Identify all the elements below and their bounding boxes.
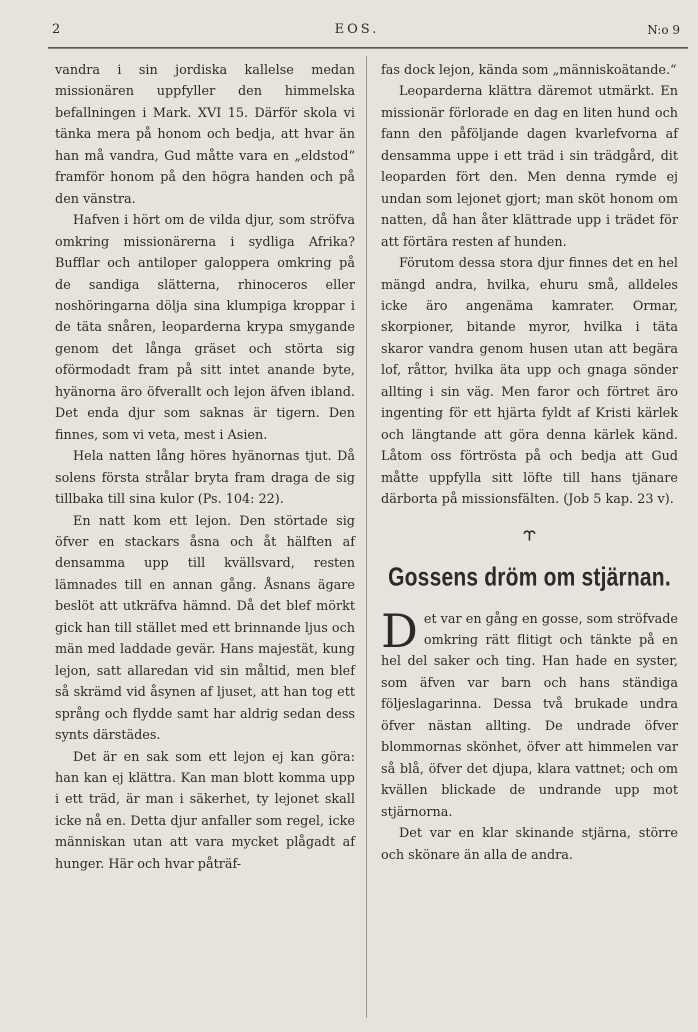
swallow-ornament-icon: ⥾ [521, 522, 538, 547]
page-number: 2 [52, 22, 61, 37]
journal-title: EOS. [334, 22, 380, 37]
story-title: Gossens dröm om stjärnan. [388, 562, 671, 592]
issue-number: N:o 9 [647, 23, 680, 37]
page-header [30, 20, 684, 42]
paragraph: Det är en sak som ett lejon ej kan göra: han kan ej klättra. Kan man blott komma upp i ett träd, är man i säkerhet, ty lejonet skall icke nå en. Detta djur anfaller som regel, icke människan utan att vara mycket plågadt af hunger. Här och hvar påträf- [55, 749, 355, 872]
paragraph: Förutom dessa stora djur finnes det en hel mängd andra, hvilka, ehuru små, alldeles icke äro angenäma kamrater. Ormar, skorpioner, bitande myror, hvilka i täta skaror vandra genom husen utan att begära lof, råttor, hvilka äta upp och gnaga sönder allting i sin väg. Men faror och förtret äro ingenting för ett hjärta fyldt af Kristi kärlek och längtande att göra denna kärlek känd. Låtom oss förtrösta på och bedja att Gud måtte uppfylla sitt löfte till hans tjänare därborta på missionsfälten. (Job 5 kap. 23 v). [381, 256, 678, 508]
column-divider [366, 56, 367, 1018]
right-column [381, 60, 678, 866]
drop-cap: D [381, 603, 418, 658]
header-rule [48, 47, 688, 49]
paragraph: fas dock lejon, kända som „människoätande.“ [381, 63, 677, 78]
paragraph: En natt kom ett lejon. Den störtade sig öfver en stackars åsna och åt hälften af densamma upp till kvällsvard, resten lämnades till en annan gång. Åsnans ägare beslöt att utkräfva hämnd. Då det blef mörkt gick han till stället med ett brinnande ljus och män med laddade gevär. Hans majestät, kung lejon, satt allaredan vid sin måltid, men blef så skrämd vid åsynen af ljuset, att han tog ett språng och flydde samt har aldrig sedan dess synts därstädes. [55, 513, 355, 744]
left-column [55, 60, 355, 875]
paragraph: Leoparderna klättra däremot utmärkt. En missionär förlorade en dag en liten hund och fann den påföljande dagen kvarlefvorna af densamma uppe i ett träd i sin trädgård, dit leoparden fört den. Men denna rymde ej undan som lejonet gjort; man sköt honom om natten, då han åter klättrade upp i trädet för att förtära resten af hunden. [381, 84, 678, 250]
paragraph: Det var en klar skinande stjärna, större och skönare än alla de andra. [381, 826, 678, 863]
paragraph: Hafven i hört om de vilda djur, som ströfva omkring missionärerna i sydliga Afrika? Bufflar och antiloper galoppera omkring på de sandiga slätterna, rhinoceros eller noshöringarna dölja sina klumpiga kroppar i de täta snåren, leoparderna krypa smygande genom det långa gräset och störta sig oförmodadt fram på sitt intet anande byte, hyänorna äro öfverallt och lejon äfven ibland. Det enda djur som saknas är tigern. Den finnes, som vi veta, mest i Asien. [55, 213, 355, 443]
story-text: et var en gång en gosse, som ströfvade omkring rätt flitigt och tänkte på en hel del saker och ting. Han hade en syster, som äfven var barn och hans ständiga följeslagarinna. Dessa två brukade undra öfver nästan allting. De undrade öfver blommornas skönhet, öfver att himmelen var så blå, öfver det djupa, klara vattnet; och om kvällen blickade de undrande upp mot stjärnorna. [381, 611, 678, 820]
story-first-paragraph [381, 603, 678, 824]
paragraph: vandra i sin jordiska kallelse medan missionären uppfyller den himmelska befallningen i Mark. XVI 15. Därför skola vi tänka mera på honom och bedja, att hvar än han må vandra, Gud måtte vara en „eldstod“ framför honom på den högra handen och på den vänstra. [55, 63, 355, 207]
paragraph: Hela natten lång höres hyänornas tjut. Då solens första strålar bryta fram draga de sig tillbaka till sina kulor (Ps. 104: 22). [55, 449, 355, 508]
